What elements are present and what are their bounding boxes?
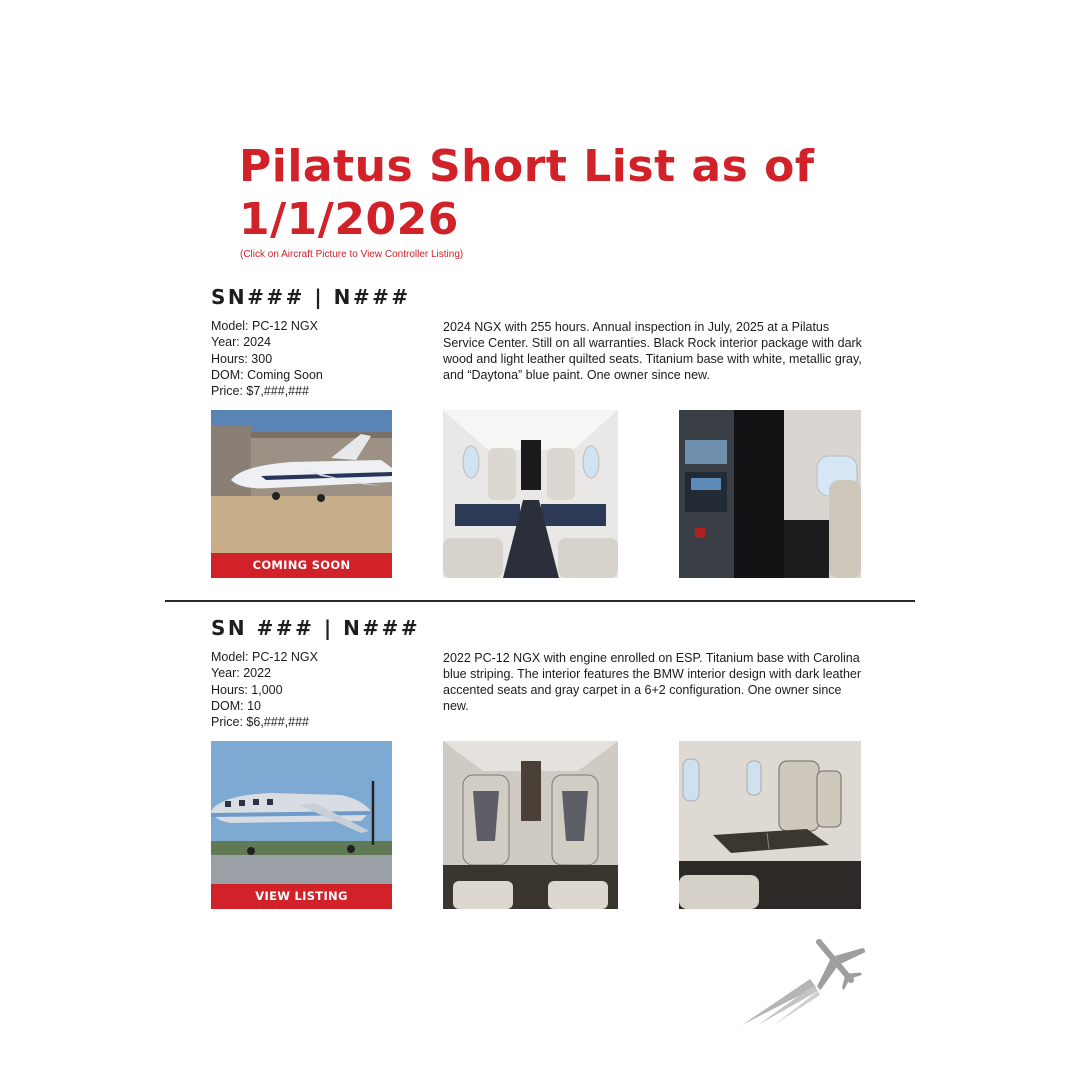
spec-dom: DOM: Coming Soon bbox=[211, 367, 323, 382]
cabin-interior-photo bbox=[443, 741, 618, 909]
listing-description: 2022 PC-12 NGX with engine enrolled on ESP. Titanium base with Carolina blue striping. The interior features the BMW interior design with dark leather accented seats and gray carpet in a 6+2 configuration. One owner since new. bbox=[443, 651, 862, 713]
spec-year: Year: 2022 bbox=[211, 666, 272, 681]
serial-number: SN### | N### bbox=[211, 285, 411, 309]
serial-number: SN ### | N### bbox=[211, 616, 421, 640]
cabin-table-photo bbox=[679, 741, 861, 909]
specs-list bbox=[211, 318, 323, 399]
coming-soon-banner[interactable]: COMING SOON bbox=[211, 553, 392, 578]
specs-list bbox=[211, 649, 318, 730]
cockpit-view-photo bbox=[679, 410, 861, 578]
listing-description: 2024 NGX with 255 hours. Annual inspection in July, 2025 at a Pilatus Service Center. Still on all warranties. Black Rock interior package with dark wood and light leather quilted seats. Titanium base with white, metallic gray, and “Daytona” blue paint. One owner since new. bbox=[443, 320, 862, 382]
spec-model: Model: PC-12 NGX bbox=[211, 319, 318, 333]
spec-year: Year: 2024 bbox=[211, 335, 272, 350]
airplane-contrail-icon bbox=[740, 935, 865, 1032]
spec-hours: Hours: 300 bbox=[211, 351, 273, 366]
listing-card bbox=[0, 616, 1080, 926]
section-divider bbox=[165, 600, 915, 602]
aircraft-exterior-photo[interactable] bbox=[211, 410, 392, 578]
spec-hours: Hours: 1,000 bbox=[211, 682, 283, 697]
cabin-interior-photo bbox=[443, 410, 618, 578]
aircraft-exterior-photo[interactable] bbox=[211, 741, 392, 909]
spec-price: Price: $6,###,### bbox=[211, 715, 309, 730]
spec-model: Model: PC-12 NGX bbox=[211, 650, 318, 664]
page-subtitle: (Click on Aircraft Picture to View Controller Listing) bbox=[240, 249, 464, 260]
spec-dom: DOM: 10 bbox=[211, 698, 262, 713]
view-listing-button[interactable]: VIEW LISTING bbox=[211, 884, 392, 909]
spec-price: Price: $7,###,### bbox=[211, 384, 309, 399]
page-title: Pilatus Short List as of 1/1/2026 bbox=[239, 141, 815, 245]
listing-card bbox=[0, 285, 1080, 595]
